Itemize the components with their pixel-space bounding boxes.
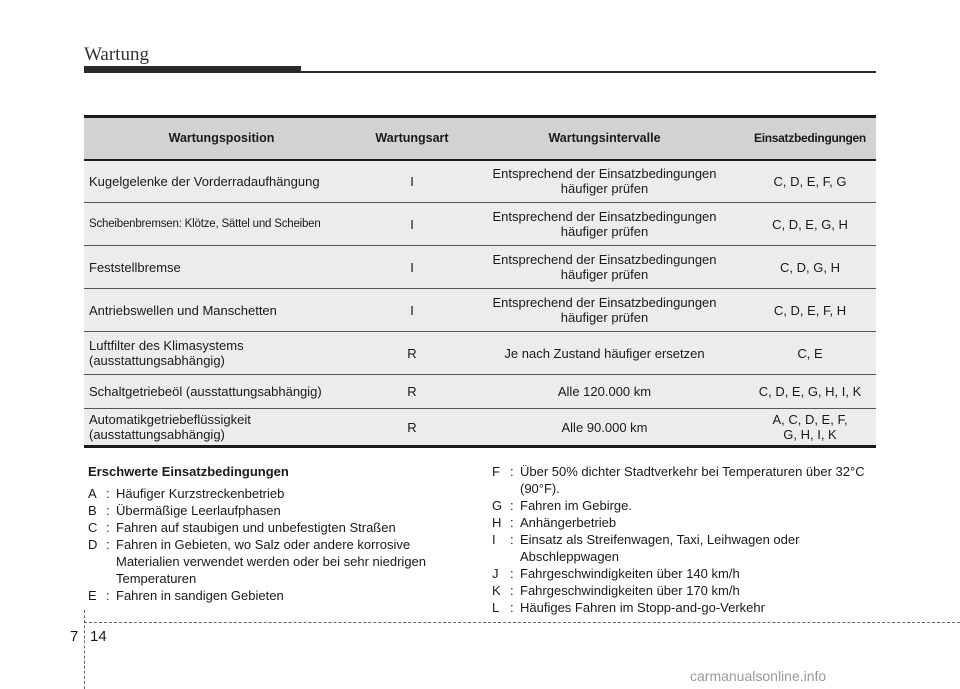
table-row <box>84 332 876 375</box>
page-number: 14 <box>90 628 107 645</box>
row-interval: Alle 90.000 km <box>465 409 744 447</box>
column-header-position: Wartungsposition <box>84 117 359 160</box>
conditions-left <box>88 463 473 604</box>
condition-item: F : Über 50% dichter Stadtverkehr bei Temperaturen über 32°C (90°F). <box>492 464 865 496</box>
row-conditions: C, E <box>744 332 876 375</box>
maintenance-table <box>84 115 876 448</box>
condition-item: I : Einsatz als Streifenwagen, Taxi, Leihwagen oder Abschleppwagen <box>492 532 800 564</box>
column-header-type: Wartungsart <box>359 117 465 160</box>
condition-item: J : Fahrgeschwindigkeiten über 140 km/h <box>492 566 740 581</box>
row-type: I <box>359 246 465 289</box>
condition-item: A : Häufiger Kurzstreckenbetrieb <box>88 486 285 501</box>
row-conditions: C, D, E, G, H <box>744 203 876 246</box>
header-bar <box>84 66 301 73</box>
row-interval: Je nach Zustand häufiger ersetzen <box>465 332 744 375</box>
row-position: Schaltgetriebeöl (ausstattungsabhängig) <box>84 375 359 409</box>
column-header-interval: Wartungsintervalle <box>465 117 744 160</box>
watermark: carmanualsonline.info <box>690 668 827 684</box>
row-position: Scheibenbremsen: Klötze, Sättel und Scheiben <box>84 203 359 246</box>
table-row <box>84 203 876 246</box>
row-conditions: C, D, E, F, H <box>744 289 876 332</box>
footer-vertical-divider <box>84 610 85 689</box>
condition-item: K : Fahrgeschwindigkeiten über 170 km/h <box>492 583 740 598</box>
row-interval: Entsprechend der Einsatzbedingungen häufiger prüfen <box>465 289 744 332</box>
table-row <box>84 246 876 289</box>
conditions-right <box>492 463 877 616</box>
chapter-number: 7 <box>70 628 79 645</box>
column-header-conditions: Einsatzbedingungen <box>744 117 876 160</box>
row-type: I <box>359 203 465 246</box>
row-conditions: C, D, E, G, H, I, K <box>744 375 876 409</box>
table-row <box>84 160 876 203</box>
row-type: R <box>359 375 465 409</box>
table-row <box>84 409 876 447</box>
row-type: R <box>359 332 465 375</box>
row-conditions: C, D, G, H <box>744 246 876 289</box>
section-title: Wartung <box>84 44 149 65</box>
header-rule <box>301 71 876 73</box>
condition-item: C : Fahren auf staubigen und unbefestigten Straßen <box>88 520 396 535</box>
row-conditions: C, D, E, F, G <box>744 160 876 203</box>
row-type: I <box>359 160 465 203</box>
condition-item: H : Anhängerbetrieb <box>492 515 617 530</box>
row-type: I <box>359 289 465 332</box>
row-position: Antriebswellen und Manschetten <box>84 289 359 332</box>
row-interval: Entsprechend der Einsatzbedingungen häufiger prüfen <box>465 160 744 203</box>
condition-item: L : Häufiges Fahren im Stopp-and-go-Verkehr <box>492 600 765 615</box>
table-header-row <box>84 117 876 160</box>
table-row <box>84 289 876 332</box>
table-row <box>84 375 876 409</box>
condition-item: E : Fahren in sandigen Gebieten <box>88 588 284 603</box>
conditions-title: Erschwerte Einsatzbedingungen <box>88 464 289 479</box>
row-position: Automatikgetriebeflüssigkeit (ausstattungsabhängig) <box>84 409 359 447</box>
row-interval: Entsprechend der Einsatzbedingungen häufiger prüfen <box>465 203 744 246</box>
condition-item: D : Fahren in Gebieten, wo Salz oder andere korrosive Materialien verwendet werden oder bei sehr niedrigen Temperaturen <box>88 537 427 586</box>
row-position: Luftfilter des Klimasystems (ausstattungsabhängig) <box>84 332 359 375</box>
row-interval: Alle 120.000 km <box>465 375 744 409</box>
condition-item: B : Übermäßige Leerlaufphasen <box>88 503 281 518</box>
row-position: Kugelgelenke der Vorderradaufhängung <box>84 160 359 203</box>
row-type: R <box>359 409 465 447</box>
row-interval: Entsprechend der Einsatzbedingungen häufiger prüfen <box>465 246 744 289</box>
row-conditions: A, C, D, E, F, G, H, I, K <box>744 409 876 447</box>
footer-divider <box>84 622 960 623</box>
row-position: Feststellbremse <box>84 246 359 289</box>
condition-item: G : Fahren im Gebirge. <box>492 498 632 513</box>
